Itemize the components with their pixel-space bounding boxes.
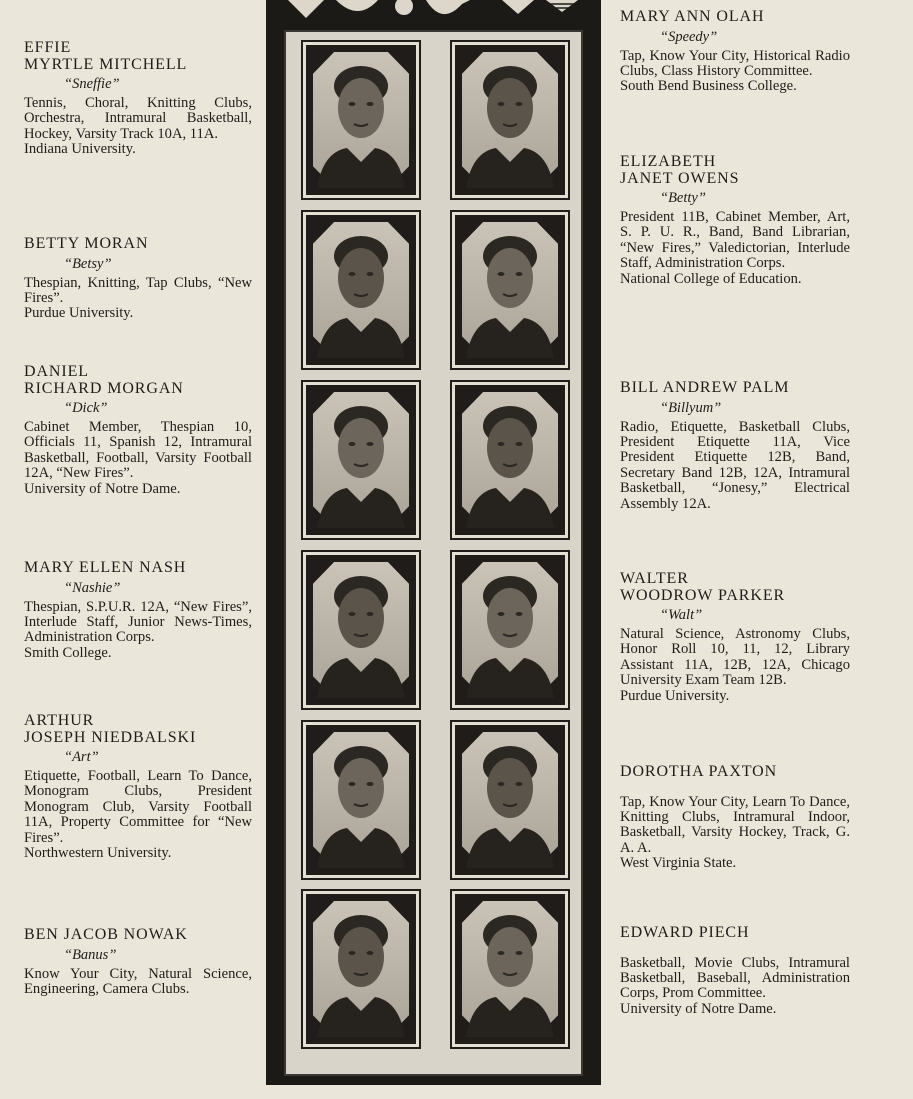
senior-activities: Know Your City, Natural Science, Engineering, Camera Clubs. [24,965,252,997]
senior-nickname: “Walt” [660,607,703,623]
senior-name: BILL ANDREW PALM [620,379,790,396]
senior-nickname: “Banus” [64,946,117,963]
portrait-silhouette [313,392,409,528]
senior-name: EFFIE MYRTLE MITCHELL [24,39,188,73]
senior-entry-nash [24,560,252,661]
senior-entry-niedbalski [24,713,252,861]
portrait-silhouette [313,222,409,358]
senior-activities: Thespian, S.P.U.R. 12A, “New Fires”, Interlude Staff, Junior News-Times, Administration Corps. [24,598,252,646]
portrait-silhouette [313,52,409,188]
senior-destination: Purdue University. [620,687,730,704]
portrait-photo [303,382,419,538]
senior-name: BETTY MORAN [24,235,149,252]
senior-entry-parker [620,571,850,704]
portrait-silhouette [462,562,558,698]
senior-destination: Northwestern University. [24,845,172,862]
senior-name: MARY ELLEN NASH [24,559,187,576]
senior-activities: Tennis, Choral, Knitting Clubs, Orchestra, Intramural Basketball, Hockey, Varsity Track 10A, 11A. [24,95,252,142]
senior-activities: Cabinet Member, Thespian 10, Officials 11, Spanish 12, Intramural Basketball, Football, Varsity Football 12A, “New Fires”. [24,419,252,482]
senior-activities: Thespian, Knitting, Tap Clubs, “New Fires”. [24,274,252,306]
senior-destination: Purdue University. [24,305,134,322]
senior-entry-morgan [24,364,252,497]
portrait-photo [452,212,568,368]
portrait-silhouette [313,732,409,868]
senior-destination: University of Notre Dame. [24,480,181,497]
senior-activities: President 11B, Cabinet Member, Art, S. P. U. R., Band, Band Librarian, “New Fires,” Valedictorian, Interlude Staff, Administration Corps. [620,209,850,272]
senior-nickname: “Sneffie” [64,76,120,92]
portrait-photo [452,891,568,1047]
portrait-silhouette [313,562,409,698]
senior-entry-moran [24,236,252,322]
senior-activities: Tap, Know Your City, Historical Radio Clubs, Class History Committee. [620,47,850,79]
senior-entry-owens [620,154,850,287]
portrait-photo [452,382,568,538]
portrait-photo [452,42,568,198]
senior-name: MARY ANN OLAH [620,8,765,25]
portrait-photo [303,212,419,368]
senior-destination: National College of Education. [620,270,802,287]
senior-nickname: “Speedy” [660,28,718,45]
senior-entry-paxton [620,764,850,872]
portrait-silhouette [313,901,409,1037]
senior-destination: Indiana University. [24,141,136,158]
portrait-silhouette [462,52,558,188]
senior-nickname: “Betsy” [64,255,112,272]
senior-name: BEN JACOB NOWAK [24,926,188,943]
senior-destination: University of Notre Dame. [620,1000,777,1017]
senior-name: WALTER WOODROW PARKER [620,570,786,604]
senior-activities: Etiquette, Football, Learn To Dance, Monogram Clubs, President Monogram Club, Varsity Football 11A, Property Committee for “New Fires”. [24,768,252,846]
senior-destination: South Bend Business College. [620,78,797,95]
senior-destination: Smith College. [24,644,112,661]
portrait-silhouette [462,392,558,528]
senior-entry-mitchell [24,40,252,158]
ornament-header [266,0,601,26]
senior-name: DOROTHA PAXTON [620,763,778,780]
portrait-photo [452,722,568,878]
senior-entry-olah [620,9,850,95]
senior-activities: Tap, Know Your City, Learn To Dance, Knitting Clubs, Intramural Indoor, Basketball, Varsity Hockey, Track, G. A. A. [620,793,850,856]
portrait-photo [303,722,419,878]
portrait-photo [303,552,419,708]
portrait-silhouette [462,732,558,868]
portrait-photo [452,552,568,708]
portrait-silhouette [462,901,558,1037]
senior-entry-palm [620,380,850,512]
senior-nickname: “Nashie” [64,579,121,596]
senior-nickname: “Art” [64,749,99,765]
senior-nickname: “Betty” [660,190,706,206]
senior-name: ARTHUR JOSEPH NIEDBALSKI [24,712,197,746]
senior-entry-nowak [24,927,252,997]
senior-name: ELIZABETH JANET OWENS [620,153,740,187]
portrait-photo [303,891,419,1047]
senior-destination: West Virginia State. [620,855,737,872]
senior-activities: Basketball, Movie Clubs, Intramural Basketball, Baseball, Administration Corps, Prom Committee. [620,954,850,1002]
senior-nickname: “Dick” [64,400,108,416]
senior-nickname: “Billyum” [660,399,722,416]
senior-activities: Natural Science, Astronomy Clubs, Honor Roll 10, 11, 12, Library Assistant 11A, 12B, 12A, Chicago University Exam Team 12B. [620,626,850,689]
senior-name: EDWARD PIECH [620,924,750,941]
senior-entry-piech [620,925,850,1017]
portrait-silhouette [462,222,558,358]
senior-activities: Radio, Etiquette, Basketball Clubs, President Etiquette 11A, Vice President Etiquette 12B, Band, Secretary Band 12B, 12A, Intramural Basketball, “Jonesy,” Electrical Assembly 12A. [620,418,850,512]
portrait-photo [303,42,419,198]
senior-name: DANIEL RICHARD MORGAN [24,363,184,397]
